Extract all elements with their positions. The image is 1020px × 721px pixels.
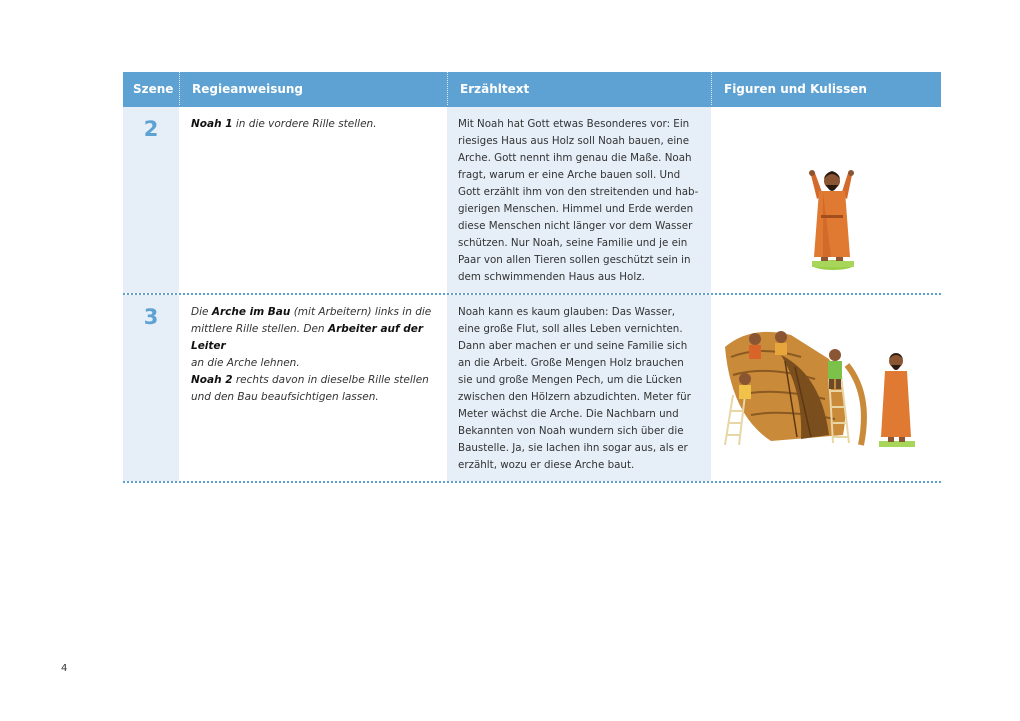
figure-name: Noah 2 xyxy=(191,374,233,386)
narration-line: eine große Flut, soll alles Leben vernichten. xyxy=(458,323,683,335)
direction-text: Die xyxy=(191,306,212,318)
narration-line: Arche. Gott nennt ihm genau die Maße. Noah xyxy=(458,152,692,164)
narration-line: sie und große Mengen Pech, um die Lücken xyxy=(458,374,682,386)
narration-line: dem schwimmenden Haus aus Holz. xyxy=(458,271,645,283)
narration-line: Paar von allen Tieren sollen geschützt sein in xyxy=(458,254,691,266)
narration-line: zwischen den Hölzern abzudichten. Meter für xyxy=(458,391,691,403)
figures-cell xyxy=(711,295,941,481)
direction-text: mittlere Rille stellen. Den xyxy=(191,323,328,335)
direction-text: in die vordere Rille stellen. xyxy=(232,118,377,130)
scene-cell xyxy=(123,295,179,481)
figure-name: Arbeiter auf der Leiter xyxy=(191,323,424,352)
narration-line: schützen. Nur Noah, seine Familie und je ein xyxy=(458,237,688,249)
scene-number: 3 xyxy=(143,305,159,329)
page-number: 4 xyxy=(61,663,68,674)
narration-line: Dann aber machen er und seine Familie sich xyxy=(458,340,688,352)
narration-line: Meter wächst die Arche. Die Nachbarn und xyxy=(458,408,679,420)
narration-line: erzählt, wozu er diese Arche baut. xyxy=(458,459,635,471)
header-narration: Erzähltext xyxy=(447,72,711,105)
narration-line: gierigen Menschen. Himmel und Erde werden xyxy=(458,203,694,215)
scene-table xyxy=(123,72,941,483)
direction-text: an die Arche lehnen. xyxy=(191,357,300,369)
direction-cell xyxy=(179,295,447,481)
scene-cell xyxy=(123,107,179,293)
direction-text: rechts davon in dieselbe Rille stellen xyxy=(232,374,429,386)
narration-line: riesiges Haus aus Holz soll Noah bauen, eine xyxy=(458,135,690,147)
noah-figure-image xyxy=(711,107,941,293)
narration-line: fragt, warum er eine Arche bauen soll. Und xyxy=(458,169,681,181)
direction-cell xyxy=(179,107,447,293)
table-row xyxy=(123,105,941,295)
header-direction: Regieanweisung xyxy=(179,72,447,105)
narration-line: Mit Noah hat Gott etwas Besonderes vor: Ein xyxy=(458,118,690,130)
figure-name: Noah 1 xyxy=(191,118,233,130)
scene-number: 2 xyxy=(143,117,159,141)
table-header xyxy=(123,72,941,105)
ark-construction-image xyxy=(711,295,941,481)
direction-text: (mit Arbeitern) links in die xyxy=(290,306,432,318)
narration-line: Noah kann es kaum glauben: Das Wasser, xyxy=(458,306,676,318)
table-row xyxy=(123,295,941,483)
narration-line: diese Menschen nicht länger vor dem Wasser xyxy=(458,220,693,232)
narration-line: Bekannten von Noah wundern sich über die xyxy=(458,425,684,437)
narration-cell xyxy=(447,295,711,481)
direction-text: und den Bau beaufsichtigen lassen. xyxy=(191,391,379,403)
narration-line: Baustelle. Ja, sie lachen ihn sogar aus, als er xyxy=(458,442,688,454)
narration-line: an die Arbeit. Große Mengen Holz brauchen xyxy=(458,357,684,369)
header-scene: Szene xyxy=(133,81,174,96)
figures-cell xyxy=(711,107,941,293)
narration-line: Gott erzählt ihm von den streitenden und hab- xyxy=(458,186,699,198)
scenery-name: Arche im Bau xyxy=(211,306,291,318)
header-figures: Figuren und Kulissen xyxy=(711,72,941,105)
narration-cell xyxy=(447,107,711,293)
